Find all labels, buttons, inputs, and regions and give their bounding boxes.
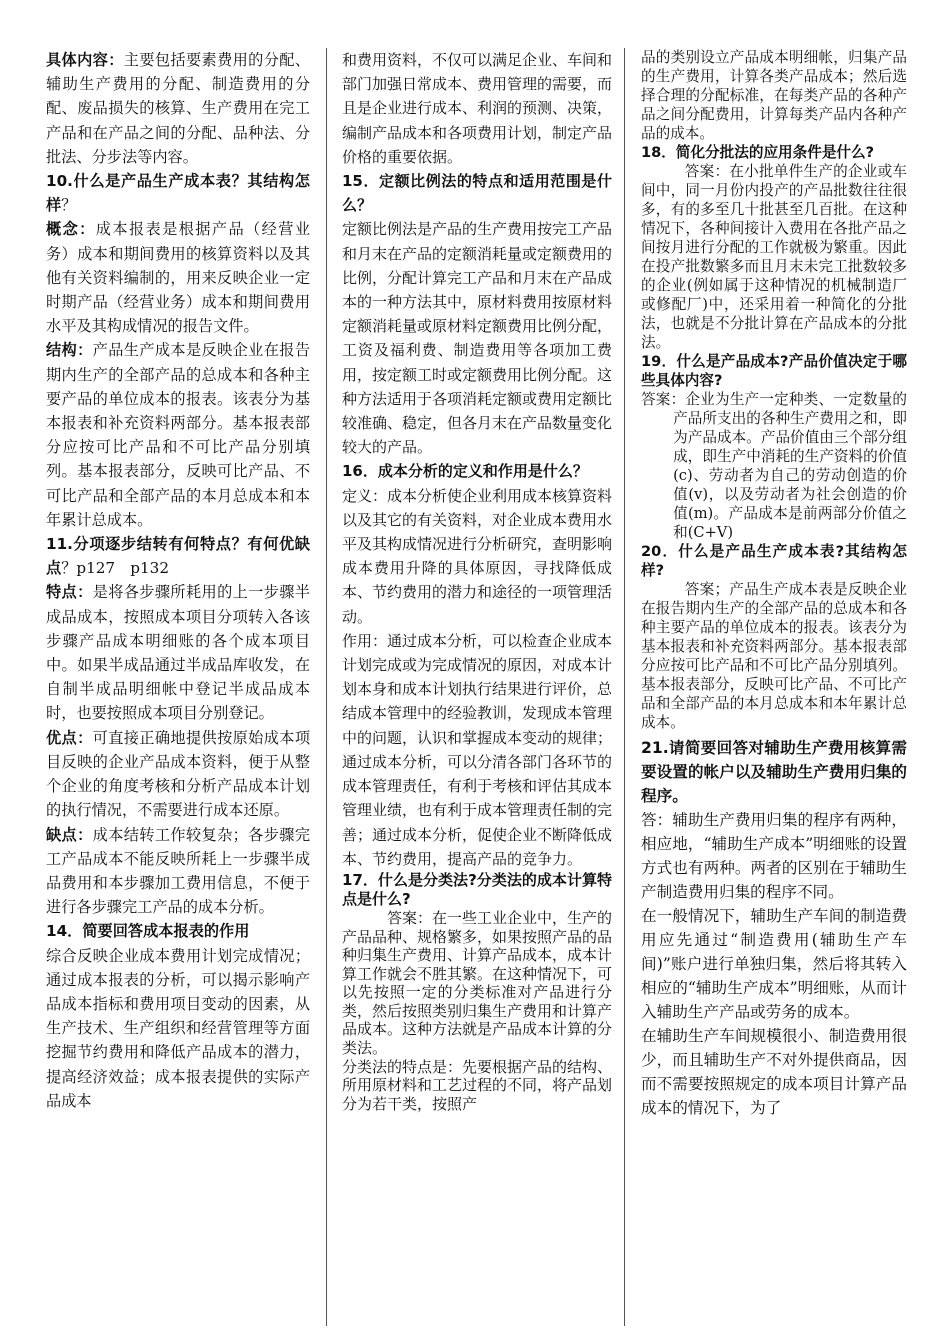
paragraph-text: 产品生产成本是反映企业在报告期内生产的全部产品的总成本和各种主要产品的单位成本的报表。该表分为基本报表和补充资料两部分。基本报表部分应按可比产品和不可比产品分别填列。基本报表部分，反映可比产品、不可比产品和全部产品的本月总成本和本年累计总成本。 [46, 341, 310, 529]
label: 特点： [46, 583, 93, 602]
answer-paragraph: 答案：在小批单件生产的企业或车间中，同一月份内投产的产品批数往往很多，有的多至几十批甚至几百批。在这种情况下，各种间接计入费用在各批产品之间按月进行分配的工作就极为繁重。因此在投产批数繁多而且月末未完工批数较多的企业(例如属于这种情况的机械制造厂或修配厂)中，还采用着一种简化的分批法，也就是不分批计算在产品成本的分批法。 [641, 163, 907, 351]
paragraph [46, 726, 310, 823]
question-heading: 16．成本分析的定义和作用是什么？ [342, 462, 588, 481]
question-heading: 17．什么是分类法?分类法的成本计算特点是什么? [342, 870, 612, 908]
answer-paragraph: 答案：企业为生产一定种类、一定数量的产品所支出的各种生产费用之和，即为产品成本。产品价值由三个部分组成，即生产中消耗的生产资料的价值(c)、劳动者为自己的劳动创造的价值(v)，以及劳动者为社会创造的价值(m)。产品成本是前两部分价值之和(C+V) [641, 391, 907, 541]
paragraph: 和费用资料，不仅可以满足企业、车间和部门加强日常成本、费用管理的需要，而且是企业进行成本、利润的预测、决策，编制产品成本和各项费用计划，制定产品价格的重要依据。 [342, 51, 612, 166]
heading-text: 10.什么是产品生产成本表？其结构怎样 [46, 172, 310, 215]
paragraph: 答：辅助生产费用归集的程序有两种，相应地，“辅助生产成本”明细账的设置方式也有两种。两者的区别在于辅助生产制造费用归集的程序不同。 [641, 811, 907, 901]
label: 优点： [46, 728, 93, 747]
paragraph [46, 823, 310, 920]
paragraph-text: 成本报表是根据产品（经营业务）成本和期间费用的核算资料以及其他有关资料编制的，用来反映企业一定时期产品（经营业务）成本和期间费用水平及其构成情况的报告文件。 [46, 220, 310, 336]
heading-text: 11.分项逐步结转有何特点？有何优缺点 [46, 535, 310, 578]
question-heading: 19．什么是产品成本?产品价值决定于哪些具体内容? [641, 353, 907, 389]
paragraph: 在一般情况下，辅助生产车间的制造费用应先通过“制造费用(辅助生产车间)”账户进行单独归集，然后将其转入相应的“辅助生产成本”明细账，从而计入辅助生产产品或劳务的成本。 [641, 907, 907, 1021]
question-heading: 20．什么是产品生产成本表?其结构怎样? [641, 543, 907, 579]
paragraph: 综合反映企业成本费用计划完成情况；通过成本报表的分析，可以揭示影响产品成本指标和费用项目变动的因素，从生产技术、生产组织和经营管理等方面挖掘节约费用和降低产品成本的潜力，提高经济效益；成本报表提供的实际产品成本 [46, 946, 310, 1110]
question-heading: 18．简化分批法的应用条件是什么? [641, 144, 875, 161]
question-heading: 21.请简要回答对辅助生产费用核算需要设置的帐户以及辅助生产费用归集的程序。 [641, 739, 907, 805]
page-reference: ？p127 p132 [61, 559, 169, 578]
label: 缺点： [46, 825, 93, 844]
paragraph [46, 580, 310, 725]
answer-paragraph: 答案：在一些工业企业中，生产的产品品种、规格繁多，如果按照产品的品种归集生产费用、计算产品成本，成本计算工作就会不胜其繁。在这种情况下，可以先按照一定的分类标准对产品进行分类，然后按照类别归集生产费用和计算产品成本。这种方法就是产品成本计算的分类法。 [342, 908, 612, 1058]
paragraph [46, 338, 310, 532]
paragraph: 定额比例法是产品的生产费用按完工产品和月末在产品的定额消耗量或定额费用的比例，分配计算完工产品和月末在产品成本的一种方法其中，原材料费用按原材料定额消耗量或原材料定额费用比例分配，工资及福利费、制造费用等各项加工费用，按定额工时或定额费用比例分配。这种方法适用于各项消耗定额或费用定额比较准确、稳定，但各月末在产品数量变化较大的产品。 [342, 220, 612, 457]
paragraph [46, 217, 310, 338]
paragraph [46, 48, 310, 169]
paragraph: 品的类别设立产品成本明细帐，归集产品的生产费用，计算各类产品成本；然后选择合理的分配标准，在每类产品的各种产品之间分配费用，计算每类产品内各种产品的成本。 [641, 49, 907, 142]
question-heading: 14．简要回答成本报表的作用 [46, 922, 250, 941]
column-right [641, 48, 907, 1326]
column-middle [342, 48, 612, 1326]
label: 具体内容： [46, 51, 124, 69]
answer-paragraph: 答案；产品生产成本表是反映企业在报告期内生产的全部产品的总成本和各种主要产品的单位成本的报表。该表分为基本报表和补充资料两部分。基本报表部分应按可比产品和不可比产品分别填列。基本报表部分，反映可比产品、不可比产品和全部产品的本月总成本和本年累计总成本。 [641, 581, 907, 731]
label: 概念： [46, 220, 96, 239]
column-left [46, 48, 310, 1326]
heading-suffix: ？ [61, 196, 77, 215]
paragraph: 定义：成本分析使企业利用成本核算资料以及其它的有关资料，对企业成本费用水平及其构成情况进行分析研究，查明影响成本费用升降的具体原因，寻找降低成本、节约费用的潜力和途径的一项管理活动。 [342, 486, 612, 626]
column-divider [624, 48, 625, 1326]
question-heading [46, 532, 310, 580]
paragraph-text: 成本结转工作较复杂；各步骤完工产品成本不能反映所耗上一步骤半成品费用和本步骤加工费用信息，不便于进行各步骤完工产品的成本分析。 [46, 825, 310, 917]
label: 结构： [46, 341, 93, 360]
paragraph-text: 主要包括要素费用的分配、辅助生产费用的分配、制造费用的分配、废品损失的核算、生产费用在完工产品和在产品之间的分配、品种法、分批法、分步法等内容。 [46, 51, 310, 166]
question-heading: 15．定额比例法的特点和适用范围是什么？ [342, 172, 612, 215]
paragraph-text: 是将各步骤所耗用的上一步骤半成品成本，按照成本项目分项转入各该步骤产品成本明细账的各个成本项目中。如果半成品通过半成品库收发，在自制半成品明细帐中登记半成品成本时，也要按照成本项目分别登记。 [46, 583, 310, 723]
paragraph-text: 可直接正确地提供按原始成本项目反映的企业产品成本资料，便于从整个企业的角度考核和分析产品成本计划的执行情况，不需要进行成本还原。 [46, 728, 310, 820]
paragraph: 分类法的特点是：先要根据产品的结构、所用原材料和工艺过程的不同，将产品划分为若干类，按照产 [342, 1057, 612, 1113]
paragraph: 在辅助生产车间规模很小、制造费用很少，而且辅助生产不对外提供商品，因而不需要按照规定的成本项目计算产品成本的情况下，为了 [641, 1027, 907, 1117]
column-divider [326, 48, 327, 1326]
question-heading [46, 169, 310, 217]
paragraph: 作用：通过成本分析，可以检查企业成本计划完成或为完成情况的原因，对成本计划本身和成本计划执行结果进行评价，总结成本管理中的经验教训，发现成本管理中的问题，认识和掌握成本变动的规律；通过成本分析，可以分清各部门各环节的成本管理责任，有利于考核和评估其成本管理业绩，也有利于成本管理责任制的完善；通过成本分析，促使企业不断降低成本、节约费用，提高产品的竞争力。 [342, 631, 612, 868]
